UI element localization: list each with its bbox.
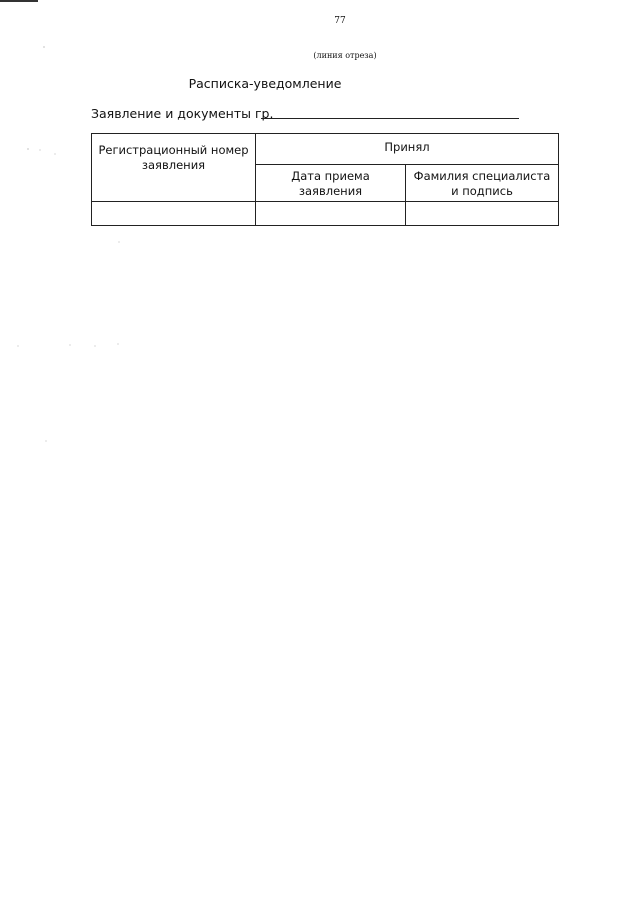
table-header-row	[92, 134, 559, 165]
receipt-title: Расписка-уведомление	[188, 76, 342, 91]
statement-line	[91, 106, 273, 126]
receipt-table	[91, 133, 559, 226]
header-acceptance-date: Дата приема заявления	[256, 165, 406, 202]
applicant-name-blank	[261, 118, 519, 119]
statement-prefix: Заявление и документы гр.	[91, 106, 274, 121]
scan-edge-mark	[0, 0, 38, 2]
header-specialist-signature: Фамилия специалиста и подпись	[406, 165, 559, 202]
cell-specialist-signature	[406, 202, 559, 226]
header-registration-number: Регистрационный номер заявления	[92, 134, 256, 202]
header-accepted: Принял	[256, 134, 559, 165]
table-row	[92, 202, 559, 226]
cell-registration-number	[92, 202, 256, 226]
page-number: 77	[334, 16, 346, 26]
cell-acceptance-date	[256, 202, 406, 226]
cut-line-caption: (линия отреза)	[313, 51, 377, 60]
